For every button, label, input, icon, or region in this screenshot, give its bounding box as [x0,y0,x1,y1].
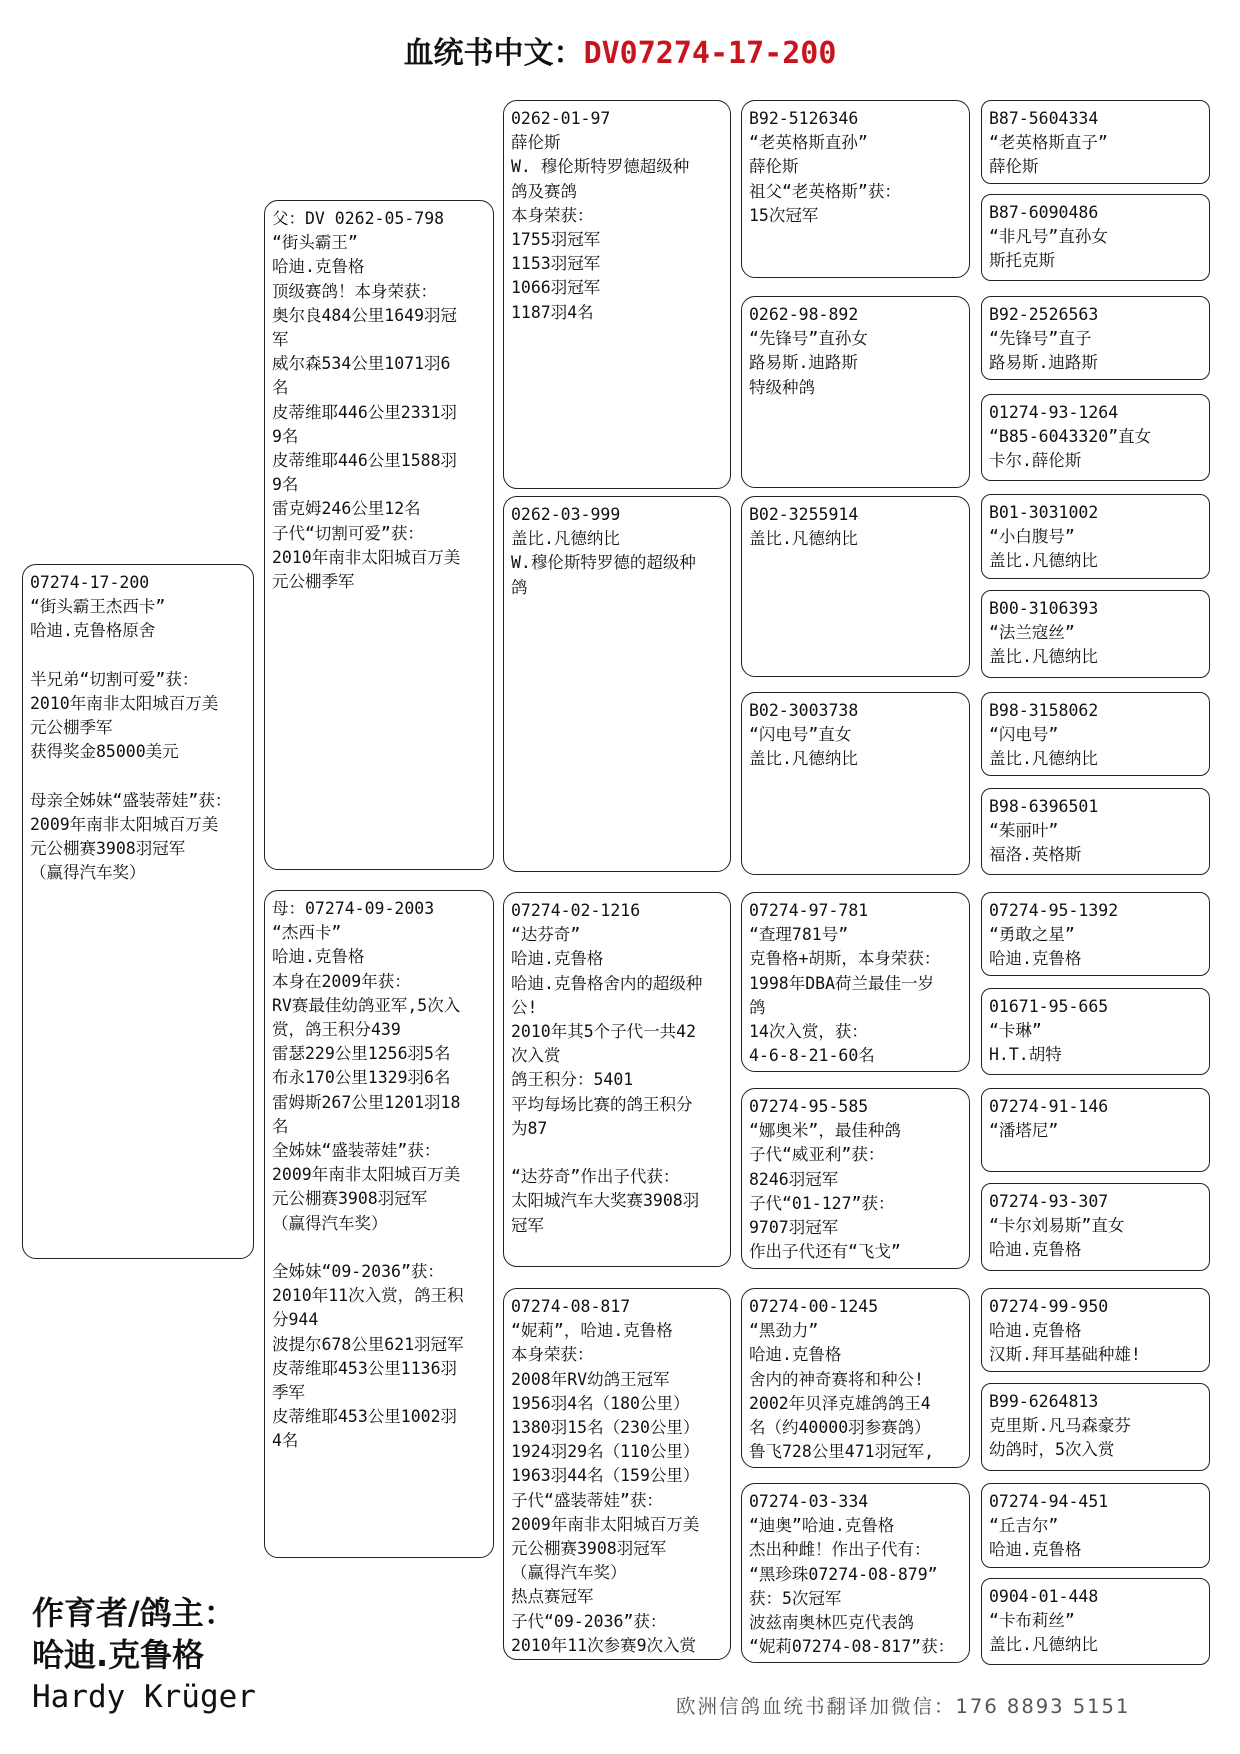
pedigree-line [30,644,246,668]
ring-number: 07274-00-1245 [749,1297,879,1316]
ring-number: 07274-95-1392 [989,901,1119,920]
great-grandparent-box [741,296,970,488]
pedigree-line: “查理781号” [749,925,849,945]
great-grandparent-box [741,692,970,875]
pedigree-line: 哈迪.克鲁格 [989,1540,1082,1560]
grandparent-box [503,892,731,1267]
gg-grandparent-box [981,194,1210,281]
translation-contact-footer: 欧洲信鸽血统书翻译加微信：176 8893 5151 [676,1695,1131,1718]
pedigree-line: 2010年其5个子代一共42 [511,1022,697,1042]
pedigree-line: 哈迪.克鲁格原舍 [30,621,156,641]
pedigree-line: 顶级赛鸽！本身荣获： [272,281,437,301]
ring-number: 07274-08-817 [511,1297,631,1316]
pedigree-line: 2010年南非太阳城百万美 [272,547,461,567]
pedigree-line: 特级种鸽 [749,377,815,397]
pedigree-line: 全姊妹“09-2036”获： [272,1262,444,1282]
pedigree-line: “非凡号”直孙女 [989,227,1108,247]
pedigree-line: 布永170公里1329羽6名 [272,1068,451,1088]
pedigree-line: “老英格斯直子” [989,133,1108,153]
pedigree-line: “闪电号”直女 [749,725,852,745]
ring-number: 0904-01-448 [989,1587,1099,1606]
pedigree-line: “达芬奇”作出子代获： [511,1167,680,1187]
pedigree-line: 军 [272,330,289,350]
pedigree-line [511,1141,723,1165]
pedigree-line: 皮蒂维耶453公里1002羽 [272,1407,458,1427]
pedigree-line: 盖比.凡德纳比 [511,529,620,549]
pedigree-line: 雷瑟229公里1256羽5名 [272,1044,451,1064]
pedigree-line: 克里斯.凡马森豪芬 [989,1416,1131,1436]
pedigree-line: “先锋号”直孙女 [749,329,868,349]
breeder-block [32,1592,256,1718]
gg-grandparent-box [981,590,1210,678]
ring-number: B92-2526563 [989,305,1099,324]
gg-grandparent-box [981,394,1210,481]
ring-number: 07274-91-146 [989,1097,1109,1116]
pedigree-line: 2002年贝泽克雄鸽鸽王4 [749,1393,931,1413]
pedigree-line: 平均每场比赛的鸽王积分 [511,1094,693,1114]
pedigree-line: （赢得汽车奖） [30,863,146,883]
pedigree-line: 公! [511,997,538,1017]
gg-grandparent-box [981,892,1210,976]
great-grandparent-box [741,1288,970,1468]
pedigree-line: “卡尔刘易斯”直女 [989,1216,1125,1236]
pedigree-line: 2009年南非太阳城百万美 [272,1165,461,1185]
ring-number: 0262-01-97 [511,109,611,128]
pedigree-line: 哈迪.克鲁格 [989,1240,1082,1260]
ring-number: 01671-95-665 [989,997,1109,1016]
pedigree-line: 次入赏 [511,1046,561,1066]
pedigree-line: “B85-6043320”直女 [989,427,1152,447]
subject-pigeon-box [22,564,254,1259]
pedigree-line: 祖父“老英格斯”获： [749,181,901,201]
pedigree-line: 威尔森534公里1071羽6 [272,354,451,374]
gg-grandparent-box [981,1383,1210,1471]
pedigree-line: 1998年DBA荷兰最佳一岁 [749,973,935,993]
pedigree-line: 名 [272,1116,289,1136]
pedigree-line: 15次冠军 [749,205,819,225]
pedigree-line: 冠军 [511,1215,544,1235]
gg-grandparent-box [981,1288,1210,1372]
pedigree-line: 克鲁格+胡斯，本身荣获： [749,949,941,969]
gg-grandparent-box [981,692,1210,776]
pedigree-line: 盖比.凡德纳比 [989,1635,1098,1655]
pedigree-line: 4-6-8-21-60名 [749,1046,875,1066]
pedigree-line: 元公棚季军 [30,718,113,738]
pedigree-line: 9名 [272,426,299,446]
gg-grandparent-box [981,1183,1210,1271]
pedigree-line [272,1236,486,1260]
pedigree-line: 盖比.凡德纳比 [989,647,1098,667]
pedigree-line: 1956羽4名（180公里） [511,1393,690,1413]
pedigree-line: 母亲全姊妹“盛装蒂娃”获： [30,790,232,810]
pedigree-line: “勇敢之星” [989,925,1075,945]
pedigree-line: 哈迪.克鲁格 [749,1345,842,1365]
ring-number: B01-3031002 [989,503,1099,522]
pedigree-line: “老英格斯直孙” [749,133,868,153]
ring-number: 07274-95-585 [749,1097,869,1116]
ring-number: B98-6396501 [989,797,1099,816]
pedigree-line: 1924羽29名（110公里） [511,1442,700,1462]
gg-grandparent-box [981,1088,1210,1172]
great-grandparent-box [741,496,970,677]
pedigree-line: 薛伦斯 [989,157,1039,177]
ring-number: 父：DV 0262-05-798 [272,209,445,228]
pedigree-line: 哈迪.克鲁格 [989,1321,1082,1341]
ring-number: 07274-99-950 [989,1297,1109,1316]
pedigree-line: “卡琳” [989,1021,1042,1041]
pedigree-line: 鸽王积分：5401 [511,1070,634,1090]
pedigree-line: 汉斯.拜耳基础种雄! [989,1345,1141,1365]
pedigree-line: W. 穆伦斯特罗德超级种 [511,157,690,177]
pedigree-line: 9名 [272,475,299,495]
pedigree-line: “妮莉07274-08-817”获： [749,1637,955,1657]
pedigree-line: 子代“切割可爱”获： [272,523,424,543]
ring-number: 07274-02-1216 [511,901,641,920]
ring-number: 0262-98-892 [749,305,859,324]
pedigree-line: 14次入赏，获： [749,1022,868,1042]
breeder-label: 作育者/鸽主： [32,1594,236,1632]
pedigree-line: 赏，鸽王积分439 [272,1020,401,1040]
pedigree-line: “街头霸王” [272,233,358,253]
pedigree-line: 本身在2009年获： [272,971,411,991]
pedigree-line: 1066羽冠军 [511,278,601,298]
pedigree-line: （赢得汽车奖） [511,1563,627,1583]
pedigree-line: 哈迪.克鲁格 [272,257,365,277]
pedigree-line: H.T.胡特 [989,1045,1062,1065]
pedigree-line: （赢得汽车奖） [272,1213,388,1233]
pedigree-line: 盖比.凡德纳比 [749,529,858,549]
pedigree-line: 本身荣获： [511,1345,594,1365]
ring-number: B92-5126346 [749,109,859,128]
pedigree-line: 哈迪.克鲁格 [989,949,1082,969]
pedigree-line: 皮蒂维耶453公里1136羽 [272,1358,458,1378]
grandparent-box [503,100,731,489]
pedigree-line: 子代“09-2036”获： [511,1611,667,1631]
pedigree-line: 子代“盛装蒂娃”获： [511,1490,663,1510]
ring-number: 07274-94-451 [989,1492,1109,1511]
pedigree-line: “娜奥米”，最佳种鸽 [749,1121,901,1141]
pedigree-line: 1755羽冠军 [511,230,601,250]
pedigree-line: 杰出种雌！作出子代有： [749,1540,931,1560]
pedigree-line: 2010年11次参赛9次入赏 [511,1635,697,1655]
pedigree-line: 1963羽44名（159公里） [511,1466,700,1486]
pedigree-line: 元公棚赛3908羽冠军 [30,839,186,859]
ring-number: 0262-03-999 [511,505,621,524]
pedigree-line: “茱丽叶” [989,821,1059,841]
pedigree-line: 本身荣获： [511,205,594,225]
pedigree-line: 子代“01-127”获： [749,1193,895,1213]
pedigree-line: 奥尔良484公里1649羽冠 [272,305,458,325]
pedigree-line: 皮蒂维耶446公里1588羽 [272,451,458,471]
pedigree-line: 鸽 [749,997,766,1017]
pedigree-line: “法兰寇丝” [989,623,1075,643]
pedigree-line: “小白腹号” [989,527,1075,547]
ring-number: 07274-17-200 [30,573,150,592]
pedigree-line: W.穆伦斯特罗德的超级种 [511,553,696,573]
pedigree-line: 雷姆斯267公里1201羽18 [272,1092,461,1112]
pedigree-line: 半兄弟“切割可爱”获： [30,669,199,689]
page-title [0,28,1240,72]
pedigree-line: 1380羽15名（230公里） [511,1418,700,1438]
dam-box [264,890,494,1558]
ring-number: 07274-97-781 [749,901,869,920]
ring-number: B87-5604334 [989,109,1099,128]
pedigree-line: 鸽及赛鸽 [511,181,577,201]
pedigree-line: 季军 [272,1383,305,1403]
pedigree-line: 元公棚赛3908羽冠军 [511,1539,667,1559]
pedigree-line: 2009年南非太阳城百万美 [511,1514,700,1534]
pedigree-line: 全姊妹“盛装蒂娃”获： [272,1141,441,1161]
pedigree-line: 9707羽冠军 [749,1218,839,1238]
gg-grandparent-box [981,494,1210,579]
pedigree-line: 舍内的神奇赛将和种公! [749,1369,924,1389]
pedigree-line: “街头霸王杰西卡” [30,597,166,617]
pedigree-line: 8246羽冠军 [749,1169,839,1189]
ring-number: B02-3003738 [749,701,859,720]
pedigree-line: 哈迪.克鲁格 [511,949,604,969]
gg-grandparent-box [981,988,1210,1075]
pedigree-line: “丘吉尔” [989,1516,1059,1536]
pedigree-line: 4名 [272,1431,299,1451]
pedigree-line: “闪电号” [989,725,1059,745]
great-grandparent-box [741,1088,970,1269]
pedigree-line: 2008年RV幼鸽王冠军 [511,1369,670,1389]
pedigree-line: 盖比.凡德纳比 [989,551,1098,571]
pedigree-line: 哈迪.克鲁格舍内的超级种 [511,973,703,993]
pedigree-line: “潘塔尼” [989,1121,1059,1141]
pedigree-line: 福洛.英格斯 [989,845,1082,865]
ring-number: 07274-93-307 [989,1192,1109,1211]
title-ring-number: DV07274-17-200 [583,36,837,71]
pedigree-line: 盖比.凡德纳比 [989,749,1098,769]
pedigree-line: 1153羽冠军 [511,254,601,274]
pedigree-line: “迪奥”哈迪.克鲁格 [749,1516,895,1536]
pedigree-line: 热点赛冠军 [511,1587,594,1607]
pedigree-line: 名（约40000羽参赛鸽） [749,1418,931,1438]
pedigree-line: 鸽 [511,577,528,597]
ring-number: B00-3106393 [989,599,1099,618]
pedigree-line: 波兹南奥林匹克代表鸽 [749,1613,914,1633]
breeder-name-latin: Hardy Krüger [32,1679,256,1715]
title-label: 血统书中文： [403,36,584,71]
great-grandparent-box [741,1483,970,1663]
pedigree-line: 波提尔678公里621羽冠军 [272,1334,464,1354]
pedigree-line: “妮莉”，哈迪.克鲁格 [511,1321,673,1341]
gg-grandparent-box [981,788,1210,875]
pedigree-line: 鲁飞728公里471羽冠军, [749,1442,935,1462]
ring-number: B98-3158062 [989,701,1099,720]
ring-number: 07274-03-334 [749,1492,869,1511]
pedigree-line: 盖比.凡德纳比 [749,749,858,769]
ring-number: B87-6090486 [989,203,1099,222]
pedigree-line: 子代“威亚利”获： [749,1145,885,1165]
pedigree-line: 获：5次冠军 [749,1588,842,1608]
pedigree-line: 元公棚季军 [272,572,355,592]
grandparent-box [503,1288,731,1660]
gg-grandparent-box [981,1578,1210,1665]
pedigree-line: 路易斯.迪路斯 [989,353,1098,373]
pedigree-line: 路易斯.迪路斯 [749,353,858,373]
pedigree-line: 薛伦斯 [749,157,799,177]
pedigree-line: 卡尔.薛伦斯 [989,451,1082,471]
pedigree-line: “达芬奇” [511,925,581,945]
pedigree-line: 名 [272,378,289,398]
great-grandparent-box [741,892,970,1072]
pedigree-line: “杰西卡” [272,923,342,943]
pedigree-line: 太阳城汽车大奖赛3908羽 [511,1191,700,1211]
pedigree-line: 哈迪.克鲁格 [272,947,365,967]
pedigree-line: 作出子代还有“飞戈” [749,1242,901,1262]
pedigree-line: RV赛最佳幼鸽亚军,5次入 [272,995,461,1015]
gg-grandparent-box [981,296,1210,380]
pedigree-line: “黑劲力” [749,1321,819,1341]
pedigree-line: 1187羽4名 [511,302,594,322]
pedigree-line [30,765,246,789]
ring-number: B02-3255914 [749,505,859,524]
gg-grandparent-box [981,100,1210,184]
pedigree-line: 2009年南非太阳城百万美 [30,815,219,834]
ring-number: 母：07274-09-2003 [272,899,435,918]
pedigree-line: 薛伦斯 [511,133,561,153]
sire-box [264,200,494,870]
pedigree-line: “卡布莉丝” [989,1611,1075,1631]
ring-number: B99-6264813 [989,1392,1099,1411]
pedigree-line: “黑珍珠07274-08-879” [749,1564,938,1584]
pedigree-line: 获得奖金85000美元 [30,742,179,762]
grandparent-box [503,496,731,872]
pedigree-line: 元公棚赛3908羽冠军 [272,1189,428,1209]
gg-grandparent-box [981,1483,1210,1568]
pedigree-line: 雷克姆246公里12名 [272,499,421,519]
pedigree-line: 2010年南非太阳城百万美 [30,694,219,713]
breeder-name-chinese: 哈迪.克鲁格 [32,1636,205,1674]
pedigree-line: 为87 [511,1118,548,1138]
pedigree-line: “先锋号”直子 [989,329,1092,349]
pedigree-line: 皮蒂维耶446公里2331羽 [272,402,458,422]
ring-number: 01274-93-1264 [989,403,1119,422]
great-grandparent-box [741,100,970,278]
pedigree-line: 分944 [272,1310,319,1330]
pedigree-line: 斯托克斯 [989,251,1055,271]
pedigree-line: 幼鸽时，5次入赏 [989,1440,1115,1460]
pedigree-line: 2010年11次入赏，鸽王积 [272,1286,464,1306]
